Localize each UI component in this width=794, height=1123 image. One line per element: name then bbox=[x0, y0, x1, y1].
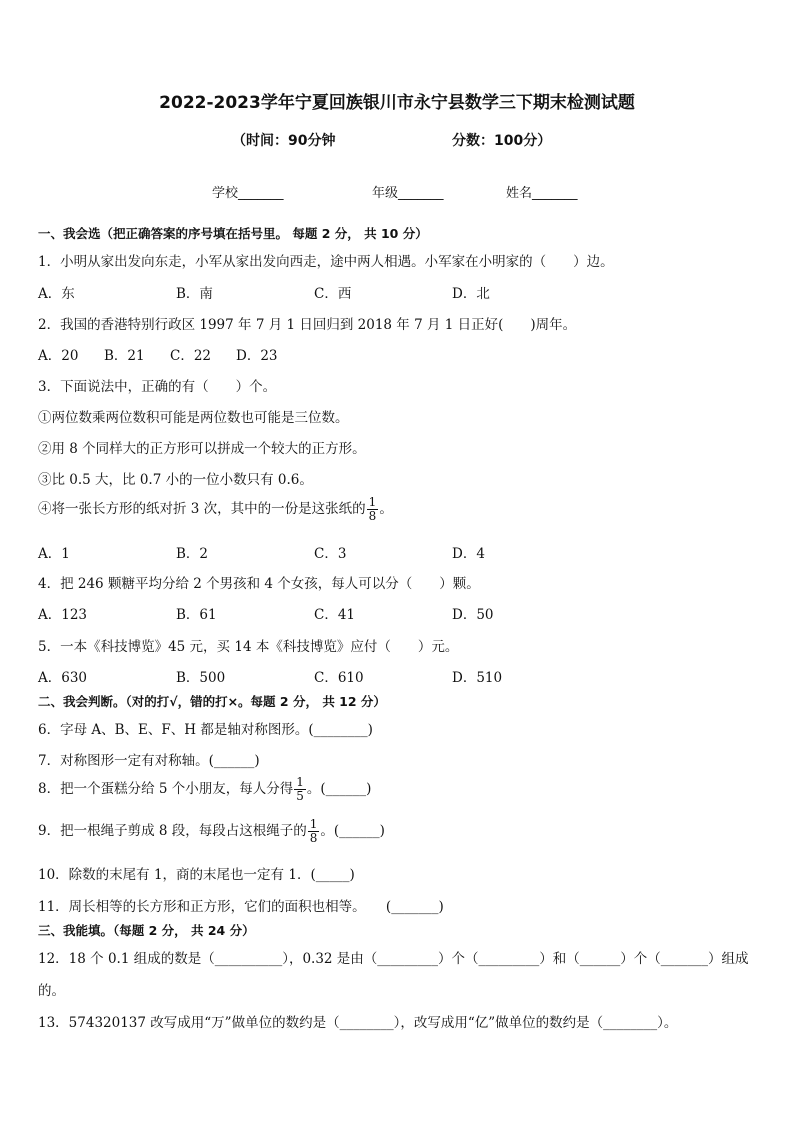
q3-statement-2: ②用 8 个同样大的正方形可以拼成一个较大的正方形。 bbox=[38, 441, 366, 457]
q2-option-c: C．22 bbox=[170, 348, 212, 364]
q3-option-a: A．1 bbox=[38, 546, 70, 562]
question-4: 4．把 246 颗糖平均分给 2 个男孩和 4 个女孩，每人可以分（ ）颗。 bbox=[38, 576, 480, 592]
question-10: 10．除数的末尾有 1，商的末尾也一定有 1．(_____) bbox=[38, 867, 355, 883]
question-7: 7．对称图形一定有对称轴。(______) bbox=[38, 753, 260, 769]
exam-time: （时间：90分钟 bbox=[232, 133, 336, 149]
section-heading-fill: 三、我能填。（每题 2 分， 共 24 分） bbox=[38, 923, 255, 938]
fraction-one-fifth: $\frac{1}{5}$ bbox=[296, 775, 304, 803]
q3-statement-1: ①两位数乘两位数积可能是两位数也可能是三位数。 bbox=[38, 410, 349, 426]
q1-option-b: B．南 bbox=[176, 286, 213, 302]
question-6: 6．字母 A、B、E、F、H 都是轴对称图形。(________) bbox=[38, 722, 373, 738]
q4-option-c: C．41 bbox=[314, 607, 356, 623]
question-3: 3．下面说法中，正确的有（ ）个。 bbox=[38, 379, 277, 395]
question-9: 9．把一根绳子剪成 8 段，每段占这根绳子的 $\frac{1}{8}$ 。(______) bbox=[38, 817, 385, 845]
q3-statement-4: ④将一张长方形的纸对折 3 次，其中的一份是这张纸的 $\frac{1}{8}$ 。 bbox=[38, 495, 393, 523]
question-8: 8．把一个蛋糕分给 5 个小朋友，每人分得 $\frac{1}{5}$ 。(______) bbox=[38, 775, 372, 803]
question-13: 13．574320137 改写成用“万”做单位的数约是（________），改写成用“亿”做单位的数约是（________）。 bbox=[38, 1015, 678, 1031]
name-field: 姓名_______ bbox=[506, 186, 578, 201]
q4-option-d: D．50 bbox=[452, 607, 494, 623]
q1-option-c: C．西 bbox=[314, 286, 352, 302]
q2-option-d: D．23 bbox=[236, 348, 278, 364]
q2-option-a: A．20 bbox=[38, 348, 79, 364]
question-5: 5．一本《科技博览》45 元，买 14 本《科技博览》应付（ ）元。 bbox=[38, 639, 459, 655]
question-2: 2．我国的香港特别行政区 1997 年 7 月 1 日回归到 2018 年 7 月 1 日正好( )周年。 bbox=[38, 317, 577, 333]
q5-option-b: B．500 bbox=[176, 670, 226, 686]
q3-option-d: D．4 bbox=[452, 546, 485, 562]
question-11: 11．周长相等的长方形和正方形，它们的面积也相等。 (_______) bbox=[38, 899, 444, 915]
exam-score: 分数：100分） bbox=[452, 133, 552, 149]
q4-option-a: A．123 bbox=[38, 607, 88, 623]
section-heading-judge: 二、我会判断。（对的打√，错的打×。每题 2 分， 共 12 分） bbox=[38, 694, 386, 709]
section-heading-choice: 一、我会选（把正确答案的序号填在括号里。 每题 2 分， 共 10 分） bbox=[38, 226, 428, 241]
grade-field: 年级_______ bbox=[372, 186, 444, 201]
q2-option-b: B．21 bbox=[104, 348, 145, 364]
q5-option-d: D．510 bbox=[452, 670, 503, 686]
q4-option-b: B．61 bbox=[176, 607, 217, 623]
question-1: 1．小明从家出发向东走，小军从家出发向西走，途中两人相遇。小军家在小明家的（ ）边。 bbox=[38, 254, 614, 270]
q5-option-c: C．610 bbox=[314, 670, 364, 686]
q3-option-c: C．3 bbox=[314, 546, 347, 562]
q3-statement-3: ③比 0.5 大，比 0.7 小的一位小数只有 0.6。 bbox=[38, 472, 313, 488]
q5-option-a: A．630 bbox=[38, 670, 88, 686]
question-12-continued: 的。 bbox=[38, 983, 65, 999]
fraction-one-eighth-q9: $\frac{1}{8}$ bbox=[309, 817, 318, 845]
page-title: 2022-2023学年宁夏回族银川市永宁县数学三下期末检测试题 bbox=[159, 93, 635, 113]
q3-s4-text: ④将一张长方形的纸对折 3 次，其中的一份是这张纸的 bbox=[38, 501, 366, 517]
q1-option-d: D．北 bbox=[452, 286, 490, 302]
school-field: 学校_______ bbox=[212, 186, 284, 201]
q3-option-b: B．2 bbox=[176, 546, 209, 562]
q1-option-a: A．东 bbox=[38, 286, 75, 302]
question-12: 12．18 个 0.1 组成的数是（__________），0.32 是由（_________）个（_________）和（______）个（_______）组成 bbox=[38, 951, 749, 967]
fraction-one-eighth: $\frac{1}{8}$ bbox=[368, 495, 377, 523]
